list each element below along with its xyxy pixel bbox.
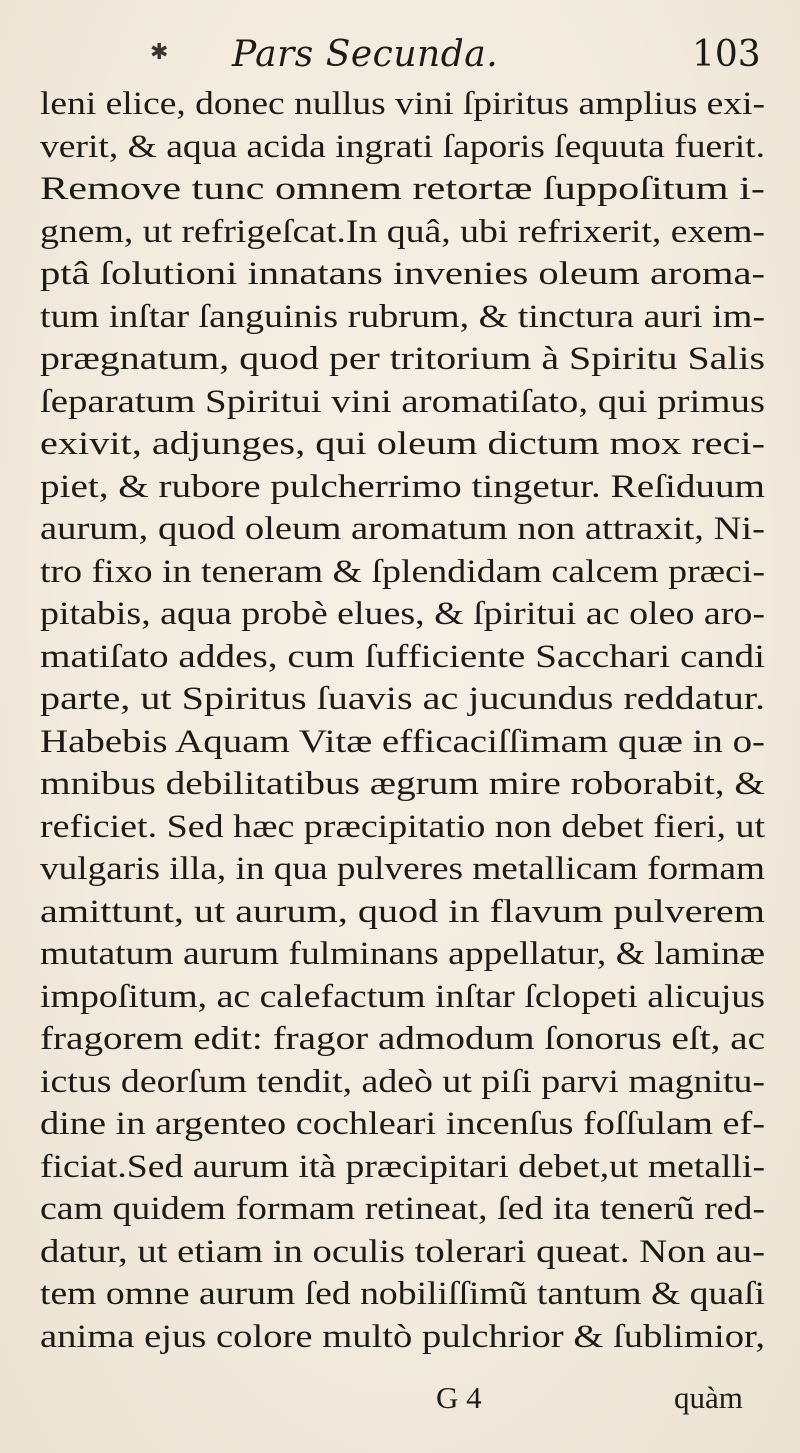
line-text: mnibus debilitatibus ægrum mire roborabit, & bbox=[40, 766, 765, 802]
text-line bbox=[0, 254, 800, 294]
line-text: Remove tunc omnem retortæ ſuppoſitum i- bbox=[40, 171, 765, 207]
text-line bbox=[0, 212, 800, 252]
text-line bbox=[0, 1104, 800, 1144]
line-text: fragorem edit: fragor admodum ſonorus eſt, ac bbox=[40, 1021, 765, 1057]
text-line bbox=[0, 1317, 800, 1357]
line-text: anima ejus colore multò pulchrior & ſublimior, bbox=[40, 1318, 765, 1355]
text-line bbox=[0, 552, 800, 592]
text-line bbox=[0, 892, 800, 932]
running-title: Pars Secunda. bbox=[232, 34, 499, 75]
line-text: leni elice, donec nullus vini ſpiritus amplius exi- bbox=[40, 86, 766, 122]
line-text: ſeparatum Spiritui vini aromatiſato, qui primus bbox=[40, 383, 765, 420]
line-text: ptâ ſolutioni innatans invenies oleum aroma- bbox=[40, 256, 765, 292]
line-text: tro fixo in teneram & ſplendidam calcem præci- bbox=[40, 553, 765, 590]
line-text: parte, ut Spiritus ſuavis ac jucundus reddatur. bbox=[40, 681, 765, 717]
line-text: pitabis, aqua probè elues, & ſpiritui ac oleo aro- bbox=[40, 596, 765, 632]
line-text: piet, & rubore pulcherrimo tingetur. Reſiduum bbox=[40, 468, 765, 505]
line-text: dine in argenteo cochleari incenſus foſſulam ef- bbox=[40, 1106, 765, 1142]
text-line bbox=[0, 977, 800, 1017]
line-text: matiſato addes, cum ſufficiente Sacchari candi bbox=[40, 638, 765, 675]
text-line bbox=[0, 722, 800, 762]
text-line bbox=[0, 1019, 800, 1059]
line-text: verit, & aqua acida ingrati ſaporis ſequuta fuerit. bbox=[40, 128, 765, 165]
text-line bbox=[0, 934, 800, 974]
text-line bbox=[0, 594, 800, 634]
text-line bbox=[0, 679, 800, 719]
text-line bbox=[0, 1189, 800, 1229]
line-text: vulgaris illa, in qua pulveres metallicam formam bbox=[40, 851, 765, 887]
text-line bbox=[0, 424, 800, 464]
text-line bbox=[0, 169, 800, 209]
line-text: impoſitum, ac calefactum inſtar ſclopeti alicujus bbox=[40, 978, 765, 1015]
line-text: exivit, adjunges, qui oleum dictum mox reci- bbox=[40, 426, 765, 462]
text-line bbox=[0, 764, 800, 804]
line-text: amittunt, ut aurum, quod in flavum pulverem bbox=[40, 893, 765, 930]
text-line bbox=[0, 849, 800, 889]
text-line bbox=[0, 1062, 800, 1102]
page-header bbox=[0, 34, 800, 84]
line-text: ictus deorſum tendit, adeò ut piſi parvi magnitu- bbox=[40, 1063, 765, 1100]
text-line bbox=[0, 1274, 800, 1314]
text-line bbox=[0, 127, 800, 167]
line-text: gnem, ut refrigeſcat.In quâ, ubi refrixerit, exem- bbox=[40, 213, 766, 250]
line-text: datur, ut etiam in oculis tolerari queat. Non au- bbox=[40, 1233, 765, 1270]
line-text: Habebis Aquam Vitæ efficaciſſimam quæ in o- bbox=[40, 723, 766, 760]
page-number: 103 bbox=[692, 34, 761, 75]
catchword: quàm bbox=[674, 1380, 743, 1415]
line-text: reficiet. Sed hæc præcipitatio non debet fieri, ut bbox=[40, 808, 765, 845]
text-line bbox=[0, 382, 800, 422]
line-text: cam quidem formam retineat, ſed ita tenerũ red- bbox=[40, 1191, 765, 1227]
line-text: tum inſtar ſanguinis rubrum, & tinctura auri im- bbox=[40, 298, 766, 335]
text-line bbox=[0, 84, 800, 124]
line-text: mutatum aurum fulminans appellatur, & laminæ bbox=[40, 936, 765, 972]
text-line bbox=[0, 467, 800, 507]
text-line bbox=[0, 1232, 800, 1272]
text-line bbox=[0, 637, 800, 677]
header-mark: ✱ bbox=[150, 40, 169, 65]
line-text: tem omne aurum ſed nobiliſſimũ tantum & quaſi bbox=[40, 1276, 765, 1312]
text-line bbox=[0, 1147, 800, 1187]
page-footer bbox=[0, 1380, 800, 1420]
signature-mark: G 4 bbox=[436, 1380, 482, 1415]
line-text: ficiat.Sed aurum ità præcipitari debet,ut metalli- bbox=[40, 1148, 765, 1185]
text-line bbox=[0, 807, 800, 847]
line-text: aurum, quod oleum aromatum non attraxit, Ni- bbox=[40, 511, 765, 547]
text-line bbox=[0, 297, 800, 337]
text-line bbox=[0, 509, 800, 549]
line-text: prægnatum, quod per tritorium à Spiritu Salis bbox=[40, 341, 765, 377]
text-line bbox=[0, 339, 800, 379]
